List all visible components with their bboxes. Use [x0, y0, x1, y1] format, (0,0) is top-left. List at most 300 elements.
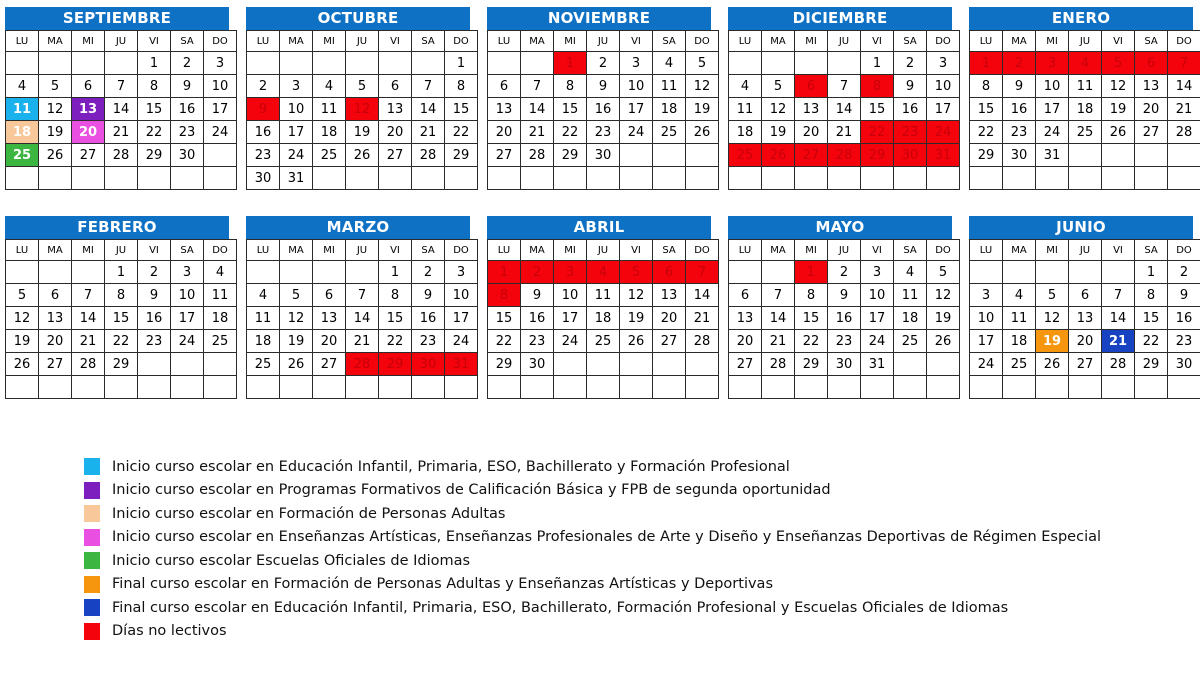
day-cell: 29	[445, 144, 478, 167]
empty-cell	[686, 376, 719, 399]
day-cell: 19	[280, 330, 313, 353]
day-cell: 22	[445, 121, 478, 144]
day-cell: 13	[72, 98, 105, 121]
day-cell: 26	[620, 330, 653, 353]
week-row	[488, 52, 719, 75]
empty-cell	[1069, 261, 1102, 284]
month-calendar	[5, 7, 229, 190]
week-row	[729, 121, 960, 144]
week-row	[970, 75, 1200, 98]
weekday-label: DO	[927, 240, 960, 261]
empty-cell	[521, 52, 554, 75]
day-cell: 23	[247, 144, 280, 167]
empty-cell	[72, 376, 105, 399]
day-cell: 13	[379, 98, 412, 121]
day-cell: 12	[280, 307, 313, 330]
day-cell: 9	[138, 284, 171, 307]
empty-cell	[762, 52, 795, 75]
day-cell: 7	[412, 75, 445, 98]
empty-cell	[686, 353, 719, 376]
empty-cell	[171, 353, 204, 376]
weekday-header-row	[970, 240, 1200, 261]
empty-cell	[138, 353, 171, 376]
day-cell: 27	[729, 353, 762, 376]
empty-cell	[1003, 376, 1036, 399]
day-cell: 3	[554, 261, 587, 284]
day-cell: 17	[1036, 98, 1069, 121]
month-grid	[5, 239, 237, 399]
day-cell: 10	[171, 284, 204, 307]
day-cell: 26	[762, 144, 795, 167]
day-cell: 15	[554, 98, 587, 121]
week-row	[970, 353, 1200, 376]
day-cell: 29	[1135, 353, 1168, 376]
legend	[84, 455, 1101, 643]
day-cell: 14	[686, 284, 719, 307]
day-cell: 1	[105, 261, 138, 284]
legend-item	[84, 596, 1101, 620]
day-cell: 14	[72, 307, 105, 330]
empty-cell	[1036, 261, 1069, 284]
day-cell: 29	[488, 353, 521, 376]
day-cell: 17	[171, 307, 204, 330]
empty-cell	[894, 353, 927, 376]
empty-cell	[521, 167, 554, 190]
weekday-label: MI	[554, 240, 587, 261]
weekday-label: JU	[1069, 240, 1102, 261]
day-cell: 4	[204, 261, 237, 284]
weekday-label: VI	[138, 31, 171, 52]
week-row	[247, 261, 478, 284]
day-cell: 30	[247, 167, 280, 190]
weekday-label: DO	[1168, 240, 1200, 261]
day-cell: 5	[280, 284, 313, 307]
weekday-label: LU	[729, 31, 762, 52]
empty-cell	[72, 167, 105, 190]
week-row	[970, 376, 1200, 399]
day-cell: 24	[620, 121, 653, 144]
week-row	[488, 284, 719, 307]
weekday-label: MI	[1036, 240, 1069, 261]
day-cell: 20	[653, 307, 686, 330]
weekday-label: SA	[894, 240, 927, 261]
day-cell: 14	[412, 98, 445, 121]
empty-cell	[653, 353, 686, 376]
day-cell: 19	[1036, 330, 1069, 353]
weekday-label: MI	[795, 240, 828, 261]
day-cell: 24	[171, 330, 204, 353]
weekday-label: MI	[554, 31, 587, 52]
day-cell: 2	[1168, 261, 1200, 284]
weekday-label: VI	[138, 240, 171, 261]
legend-swatch	[84, 529, 100, 546]
day-cell: 15	[138, 98, 171, 121]
day-cell: 5	[6, 284, 39, 307]
day-cell: 18	[313, 121, 346, 144]
empty-cell	[39, 52, 72, 75]
empty-cell	[554, 376, 587, 399]
empty-cell	[653, 167, 686, 190]
week-row	[488, 261, 719, 284]
empty-cell	[927, 353, 960, 376]
day-cell: 4	[6, 75, 39, 98]
day-cell: 6	[729, 284, 762, 307]
empty-cell	[795, 167, 828, 190]
day-cell: 16	[894, 98, 927, 121]
day-cell: 20	[1135, 98, 1168, 121]
empty-cell	[171, 167, 204, 190]
day-cell: 21	[828, 121, 861, 144]
day-cell: 14	[105, 98, 138, 121]
day-cell: 13	[39, 307, 72, 330]
day-cell: 9	[587, 75, 620, 98]
day-cell: 17	[970, 330, 1003, 353]
day-cell: 23	[521, 330, 554, 353]
weekday-header-row	[488, 31, 719, 52]
empty-cell	[247, 376, 280, 399]
weekday-label: MA	[280, 240, 313, 261]
empty-cell	[729, 167, 762, 190]
month-title: DICIEMBRE	[728, 7, 952, 30]
day-cell: 6	[1135, 52, 1168, 75]
week-row	[970, 144, 1200, 167]
day-cell: 26	[927, 330, 960, 353]
weekday-header-row	[970, 31, 1200, 52]
day-cell: 17	[927, 98, 960, 121]
weekday-label: LU	[6, 31, 39, 52]
legend-item	[84, 502, 1101, 526]
week-row	[6, 307, 237, 330]
day-cell: 19	[6, 330, 39, 353]
week-row	[970, 98, 1200, 121]
day-cell: 14	[1102, 307, 1135, 330]
day-cell: 2	[138, 261, 171, 284]
day-cell: 18	[1069, 98, 1102, 121]
day-cell: 19	[620, 307, 653, 330]
weekday-label: SA	[171, 240, 204, 261]
empty-cell	[346, 261, 379, 284]
weekday-label: LU	[970, 240, 1003, 261]
week-row	[6, 353, 237, 376]
day-cell: 22	[488, 330, 521, 353]
day-cell: 8	[379, 284, 412, 307]
week-row	[970, 284, 1200, 307]
day-cell: 28	[1168, 121, 1200, 144]
week-row	[6, 144, 237, 167]
day-cell: 25	[204, 330, 237, 353]
day-cell: 28	[1102, 353, 1135, 376]
empty-cell	[171, 376, 204, 399]
day-cell: 1	[970, 52, 1003, 75]
day-cell: 24	[280, 144, 313, 167]
day-cell: 13	[313, 307, 346, 330]
day-cell: 25	[1003, 353, 1036, 376]
day-cell: 20	[729, 330, 762, 353]
day-cell: 11	[894, 284, 927, 307]
day-cell: 25	[894, 330, 927, 353]
month-title: MAYO	[728, 216, 952, 239]
day-cell: 4	[894, 261, 927, 284]
weekday-label: DO	[927, 31, 960, 52]
week-row	[488, 121, 719, 144]
day-cell: 6	[39, 284, 72, 307]
day-cell: 20	[39, 330, 72, 353]
day-cell: 10	[204, 75, 237, 98]
empty-cell	[6, 376, 39, 399]
day-cell: 28	[412, 144, 445, 167]
day-cell: 5	[762, 75, 795, 98]
day-cell: 18	[1003, 330, 1036, 353]
day-cell: 1	[861, 52, 894, 75]
legend-label: Inicio curso escolar en Programas Formativos de Calificación Básica y FPB de segunda oportunidad	[112, 482, 831, 499]
empty-cell	[653, 376, 686, 399]
legend-label: Final curso escolar en Educación Infantil, Primaria, ESO, Bachillerato, Formación Profesional y Escuelas Oficiales de Idiomas	[112, 599, 1009, 616]
weekday-label: MA	[39, 31, 72, 52]
empty-cell	[1168, 167, 1200, 190]
weekday-label: MI	[72, 31, 105, 52]
day-cell: 10	[861, 284, 894, 307]
month-grid	[5, 30, 237, 190]
day-cell: 14	[828, 98, 861, 121]
day-cell: 15	[861, 98, 894, 121]
day-cell: 5	[1102, 52, 1135, 75]
day-cell: 23	[1003, 121, 1036, 144]
weekday-header-row	[729, 240, 960, 261]
day-cell: 15	[105, 307, 138, 330]
month-title: ABRIL	[487, 216, 711, 239]
day-cell: 1	[795, 261, 828, 284]
weekday-label: SA	[412, 240, 445, 261]
empty-cell	[313, 376, 346, 399]
month-calendar	[5, 216, 229, 399]
day-cell: 19	[39, 121, 72, 144]
empty-cell	[138, 376, 171, 399]
day-cell: 5	[686, 52, 719, 75]
day-cell: 20	[72, 121, 105, 144]
day-cell: 16	[171, 98, 204, 121]
empty-cell	[927, 376, 960, 399]
empty-cell	[762, 376, 795, 399]
day-cell: 7	[686, 261, 719, 284]
day-cell: 15	[379, 307, 412, 330]
empty-cell	[105, 376, 138, 399]
day-cell: 26	[6, 353, 39, 376]
weekday-label: SA	[1135, 240, 1168, 261]
day-cell: 9	[894, 75, 927, 98]
day-cell: 21	[686, 307, 719, 330]
day-cell: 12	[620, 284, 653, 307]
empty-cell	[927, 167, 960, 190]
day-cell: 3	[204, 52, 237, 75]
day-cell: 8	[795, 284, 828, 307]
weekday-label: VI	[379, 31, 412, 52]
day-cell: 22	[138, 121, 171, 144]
day-cell: 3	[861, 261, 894, 284]
empty-cell	[6, 52, 39, 75]
day-cell: 31	[861, 353, 894, 376]
day-cell: 2	[828, 261, 861, 284]
day-cell: 12	[686, 75, 719, 98]
month-title: NOVIEMBRE	[487, 7, 711, 30]
day-cell: 20	[488, 121, 521, 144]
day-cell: 3	[970, 284, 1003, 307]
month-title: ENERO	[969, 7, 1193, 30]
day-cell: 4	[729, 75, 762, 98]
legend-item	[84, 455, 1101, 479]
day-cell: 25	[1069, 121, 1102, 144]
day-cell: 19	[686, 98, 719, 121]
weekday-header-row	[6, 240, 237, 261]
day-cell: 16	[1003, 98, 1036, 121]
day-cell: 21	[346, 330, 379, 353]
day-cell: 4	[653, 52, 686, 75]
weekday-label: SA	[171, 31, 204, 52]
day-cell: 30	[1168, 353, 1200, 376]
week-row	[247, 98, 478, 121]
day-cell: 19	[927, 307, 960, 330]
day-cell: 10	[970, 307, 1003, 330]
weekday-header-row	[6, 31, 237, 52]
day-cell: 24	[1036, 121, 1069, 144]
week-row	[488, 330, 719, 353]
empty-cell	[970, 167, 1003, 190]
day-cell: 8	[1135, 284, 1168, 307]
day-cell: 6	[795, 75, 828, 98]
month-title: MARZO	[246, 216, 470, 239]
month-grid	[728, 30, 960, 190]
empty-cell	[346, 52, 379, 75]
day-cell: 15	[795, 307, 828, 330]
weekday-label: SA	[894, 31, 927, 52]
weekday-label: MI	[313, 31, 346, 52]
week-row	[6, 52, 237, 75]
day-cell: 3	[280, 75, 313, 98]
empty-cell	[204, 353, 237, 376]
day-cell: 16	[412, 307, 445, 330]
weekday-label: JU	[828, 31, 861, 52]
empty-cell	[762, 261, 795, 284]
empty-cell	[247, 52, 280, 75]
weekday-label: VI	[620, 31, 653, 52]
weekday-label: MA	[521, 240, 554, 261]
empty-cell	[204, 376, 237, 399]
week-row	[247, 376, 478, 399]
weekday-label: DO	[204, 240, 237, 261]
weekday-label: JU	[828, 240, 861, 261]
week-row	[247, 121, 478, 144]
day-cell: 18	[653, 98, 686, 121]
day-cell: 19	[1102, 98, 1135, 121]
day-cell: 9	[171, 75, 204, 98]
day-cell: 26	[39, 144, 72, 167]
month-grid	[246, 239, 478, 399]
legend-label: Inicio curso escolar en Formación de Personas Adultas	[112, 505, 506, 522]
day-cell: 11	[1003, 307, 1036, 330]
day-cell: 6	[379, 75, 412, 98]
day-cell: 14	[1168, 75, 1200, 98]
day-cell: 23	[412, 330, 445, 353]
day-cell: 20	[313, 330, 346, 353]
weekday-label: MA	[762, 31, 795, 52]
day-cell: 31	[280, 167, 313, 190]
day-cell: 12	[1036, 307, 1069, 330]
empty-cell	[313, 261, 346, 284]
weekday-label: SA	[412, 31, 445, 52]
week-row	[970, 121, 1200, 144]
weekday-label: MA	[521, 31, 554, 52]
day-cell: 26	[280, 353, 313, 376]
day-cell: 1	[488, 261, 521, 284]
weekday-label: LU	[488, 31, 521, 52]
day-cell: 16	[138, 307, 171, 330]
empty-cell	[686, 144, 719, 167]
weekday-label: SA	[653, 240, 686, 261]
day-cell: 12	[762, 98, 795, 121]
legend-swatch	[84, 482, 100, 499]
day-cell: 16	[521, 307, 554, 330]
week-row	[729, 261, 960, 284]
day-cell: 23	[894, 121, 927, 144]
day-cell: 2	[521, 261, 554, 284]
empty-cell	[247, 261, 280, 284]
day-cell: 14	[346, 307, 379, 330]
week-row	[729, 376, 960, 399]
empty-cell	[39, 261, 72, 284]
legend-item	[84, 620, 1101, 644]
day-cell: 18	[894, 307, 927, 330]
day-cell: 7	[105, 75, 138, 98]
weekday-label: SA	[653, 31, 686, 52]
weekday-label: JU	[346, 240, 379, 261]
day-cell: 6	[72, 75, 105, 98]
empty-cell	[488, 167, 521, 190]
day-cell: 11	[653, 75, 686, 98]
day-cell: 4	[313, 75, 346, 98]
week-row	[247, 167, 478, 190]
week-row	[6, 284, 237, 307]
week-row	[247, 52, 478, 75]
day-cell: 8	[488, 284, 521, 307]
week-row	[970, 330, 1200, 353]
day-cell: 6	[313, 284, 346, 307]
empty-cell	[1069, 376, 1102, 399]
day-cell: 25	[313, 144, 346, 167]
legend-item	[84, 573, 1101, 597]
day-cell: 16	[828, 307, 861, 330]
week-row	[488, 376, 719, 399]
week-row	[488, 167, 719, 190]
day-cell: 9	[521, 284, 554, 307]
month-grid	[246, 30, 478, 190]
day-cell: 25	[653, 121, 686, 144]
day-cell: 1	[138, 52, 171, 75]
day-cell: 30	[521, 353, 554, 376]
week-row	[970, 307, 1200, 330]
day-cell: 7	[762, 284, 795, 307]
weekday-label: DO	[445, 31, 478, 52]
empty-cell	[1168, 376, 1200, 399]
day-cell: 5	[927, 261, 960, 284]
day-cell: 2	[247, 75, 280, 98]
weekday-label: LU	[488, 240, 521, 261]
week-row	[6, 75, 237, 98]
week-row	[970, 167, 1200, 190]
day-cell: 29	[105, 353, 138, 376]
day-cell: 27	[488, 144, 521, 167]
day-cell: 26	[1102, 121, 1135, 144]
day-cell: 17	[280, 121, 313, 144]
empty-cell	[39, 376, 72, 399]
